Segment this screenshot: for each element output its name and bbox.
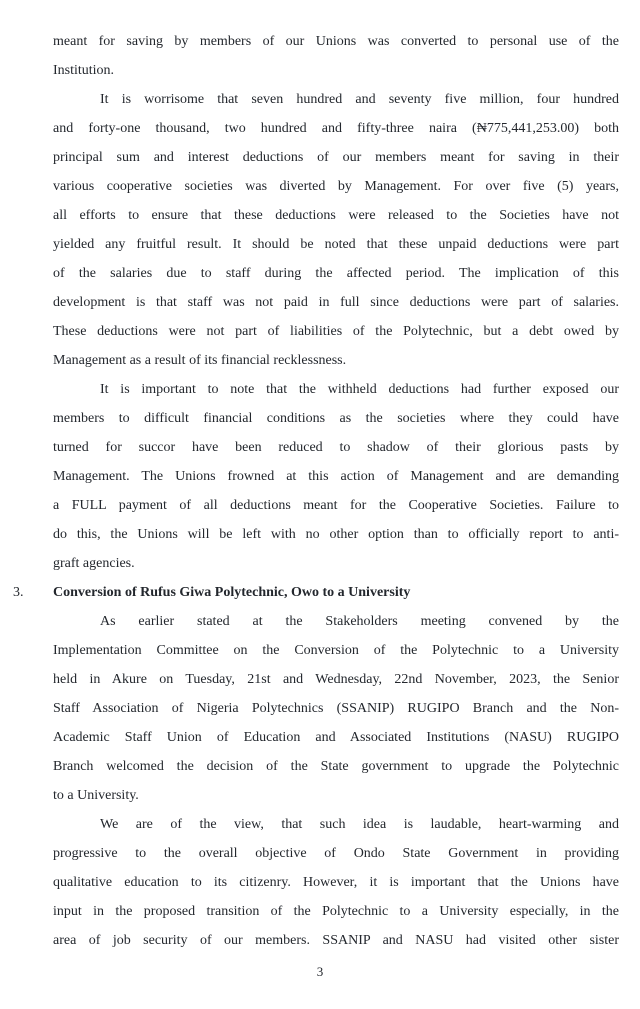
text-line: input in the proposed transition of the Polytechnic to a University especially, in the bbox=[53, 904, 619, 919]
text-line: Staff Association of Nigeria Polytechnics (SSANIP) RUGIPO Branch and the Non- bbox=[53, 701, 619, 716]
section-heading-text: Conversion of Rufus Giwa Polytechnic, Owo to a University bbox=[53, 585, 411, 600]
paragraph bbox=[53, 85, 619, 375]
text-line: As earlier stated at the Stakeholders meeting convened by the bbox=[100, 614, 619, 629]
text-line: progressive to the overall objective of Ondo State Government in providing bbox=[53, 846, 619, 861]
text-line: members to difficult financial conditions as the societies where they could have bbox=[53, 411, 619, 426]
text-line: turned for succor have been reduced to shadow of their glorious pasts by bbox=[53, 440, 619, 455]
text-line: Branch welcomed the decision of the State government to upgrade the Polytechnic bbox=[53, 759, 619, 774]
text-line: principal sum and interest deductions of our members meant for saving in their bbox=[53, 150, 619, 165]
text-line: Management. The Unions frowned at this action of Management and are demanding bbox=[53, 469, 619, 484]
text-line: held in Akure on Tuesday, 21st and Wednesday, 22nd November, 2023, the Senior bbox=[53, 672, 619, 687]
text-line: a FULL payment of all deductions meant for the Cooperative Societies. Failure to bbox=[53, 498, 619, 513]
text-line: development is that staff was not paid in full since deductions were part of salaries. bbox=[53, 295, 619, 310]
section-number: 3. bbox=[13, 585, 24, 600]
text-line: Management as a result of its financial recklessness. bbox=[53, 353, 347, 368]
document-body bbox=[13, 27, 619, 955]
text-line: do this, the Unions will be left with no other option than to officially report to anti- bbox=[53, 527, 619, 542]
paragraph bbox=[53, 27, 619, 85]
text-line: and forty-one thousand, two hundred and fifty-three naira (₦775,441,253.00) both bbox=[53, 121, 619, 136]
paragraph bbox=[53, 810, 619, 955]
text-line: Academic Staff Union of Education and Associated Institutions (NASU) RUGIPO bbox=[53, 730, 619, 745]
text-line: of the salaries due to staff during the affected period. The implication of this bbox=[53, 266, 619, 281]
text-line: These deductions were not part of liabilities of the Polytechnic, but a debt owed by bbox=[53, 324, 619, 339]
text-line: Institution. bbox=[53, 63, 115, 78]
text-line: Implementation Committee on the Conversion of the Polytechnic to a University bbox=[53, 643, 619, 658]
paragraph bbox=[53, 607, 619, 810]
text-line: It is important to note that the withheld deductions had further exposed our bbox=[100, 382, 619, 397]
text-line: yielded any fruitful result. It should be noted that these unpaid deductions were part bbox=[53, 237, 619, 252]
text-line: various cooperative societies was diverted by Management. For over five (5) years, bbox=[53, 179, 619, 194]
text-line: qualitative education to its citizenry. However, it is important that the Unions have bbox=[53, 875, 619, 890]
text-line: area of job security of our members. SSANIP and NASU had visited other sister bbox=[53, 933, 619, 948]
paragraph bbox=[53, 375, 619, 578]
section-heading bbox=[13, 578, 619, 607]
text-line: It is worrisome that seven hundred and seventy five million, four hundred bbox=[100, 92, 619, 107]
text-line: all efforts to ensure that these deductions were released to the Societies have not bbox=[53, 208, 619, 223]
page-number: 3 bbox=[316, 964, 324, 979]
text-line: We are of the view, that such idea is laudable, heart-warming and bbox=[100, 817, 619, 832]
text-line: meant for saving by members of our Unions was converted to personal use of the bbox=[53, 34, 619, 49]
text-line: graft agencies. bbox=[53, 556, 135, 571]
text-line: to a University. bbox=[53, 788, 139, 803]
